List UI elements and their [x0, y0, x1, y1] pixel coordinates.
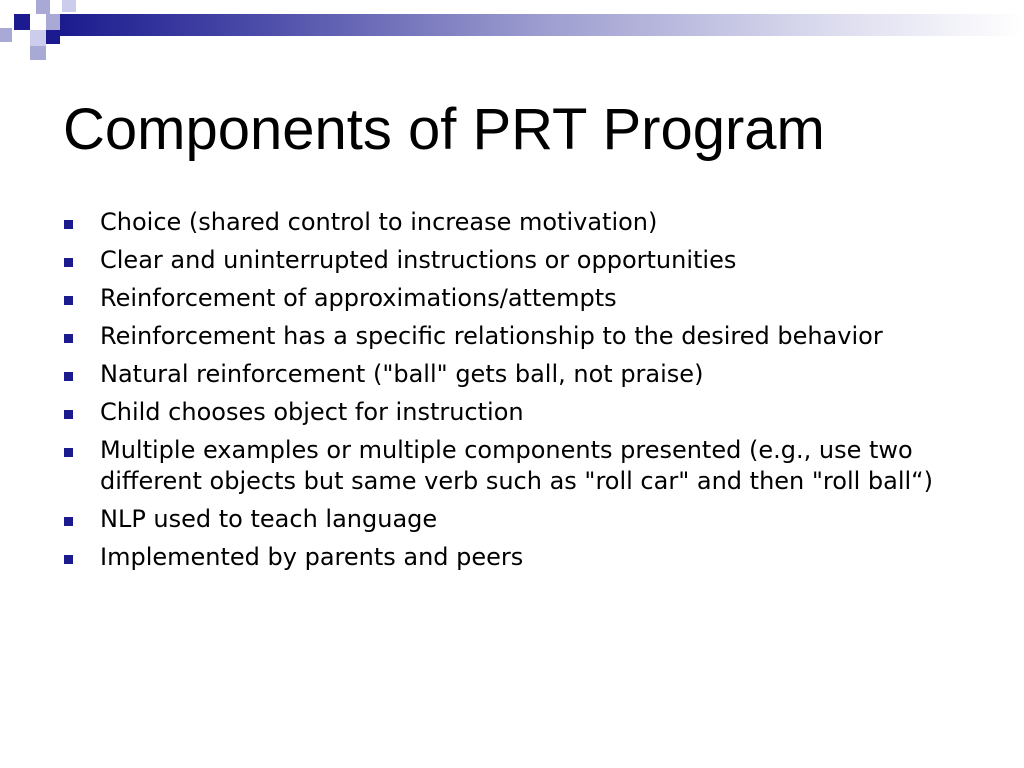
- corner-square-lavender: [36, 0, 50, 14]
- square-bullet-icon: [64, 410, 73, 419]
- corner-square-pale: [62, 0, 76, 12]
- corner-square-navy: [14, 14, 30, 30]
- corner-square-lavender: [30, 46, 46, 60]
- square-bullet-icon: [64, 448, 73, 457]
- list-item: [64, 283, 964, 314]
- bullet-text: Natural reinforcement ("ball" gets ball, not praise): [100, 360, 704, 388]
- square-bullet-icon: [64, 334, 73, 343]
- square-bullet-icon: [64, 258, 73, 267]
- square-bullet-icon: [64, 296, 73, 305]
- list-item: [64, 245, 964, 276]
- square-bullet-icon: [64, 517, 73, 526]
- list-item: [64, 207, 964, 238]
- slide-title: Components of PRT Program: [63, 97, 825, 162]
- bullet-text: Choice (shared control to increase motivation): [100, 208, 658, 236]
- bullet-text: Child chooses object for instruction: [100, 398, 524, 426]
- square-bullet-icon: [64, 372, 73, 381]
- bullet-text: NLP used to teach language: [100, 505, 438, 533]
- list-item: [64, 359, 964, 390]
- bullet-text: Multiple examples or multiple components presented (e.g., use two different objects but same verb such as "roll car" and then "roll ball“): [100, 436, 933, 495]
- corner-square-navy: [46, 30, 60, 44]
- square-bullet-icon: [64, 220, 73, 229]
- list-item: [64, 542, 964, 573]
- bullet-text: Implemented by parents and peers: [100, 543, 524, 571]
- corner-square-lavender: [46, 14, 60, 30]
- corner-square-pale: [30, 30, 46, 46]
- bullet-text: Clear and uninterrupted instructions or opportunities: [100, 246, 737, 274]
- header-gradient-bar: [60, 14, 1024, 36]
- bullet-list: [64, 207, 964, 580]
- corner-square-lavender: [0, 28, 12, 42]
- list-item: [64, 321, 964, 352]
- list-item: [64, 504, 964, 535]
- list-item: [64, 435, 964, 497]
- bullet-text: Reinforcement has a specific relationship to the desired behavior: [100, 322, 883, 350]
- square-bullet-icon: [64, 555, 73, 564]
- bullet-text: Reinforcement of approximations/attempts: [100, 284, 617, 312]
- list-item: [64, 397, 964, 428]
